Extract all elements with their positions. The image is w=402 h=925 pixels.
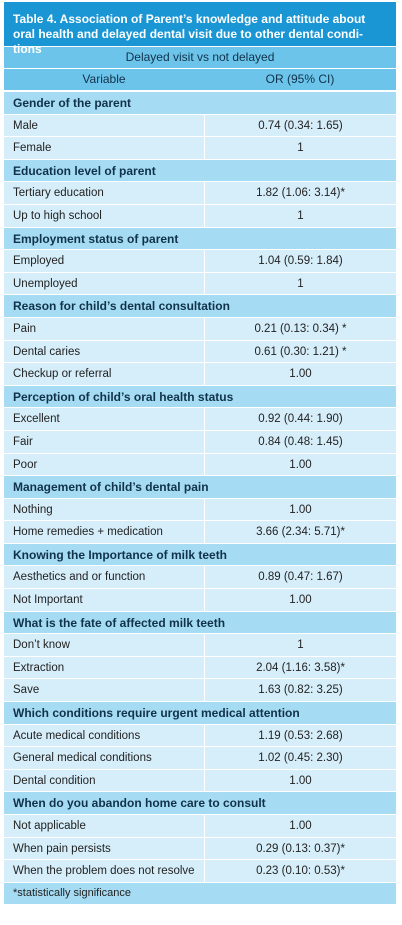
table-row <box>4 815 396 838</box>
row-value: 1.00 <box>204 363 396 385</box>
row-value: 1.63 (0.82: 3.25) <box>204 679 396 701</box>
section-header: Knowing the Importance of milk teeth <box>4 544 396 567</box>
row-label: Checkup or referral <box>13 368 112 381</box>
table-row <box>4 499 396 522</box>
row-label: Unemployed <box>13 277 78 290</box>
row-value: 1 <box>204 273 396 295</box>
row-label: Employed <box>13 255 65 268</box>
table-row <box>4 250 396 273</box>
table-row <box>4 454 396 477</box>
row-label: When the problem does not resolve <box>13 865 195 878</box>
row-value: 2.04 (1.16: 3.58)* <box>204 657 396 679</box>
section-header: Reason for child’s dental consultation <box>4 295 396 318</box>
table-row <box>4 679 396 702</box>
table-row <box>4 363 396 386</box>
section-header: Gender of the parent <box>4 92 396 115</box>
row-label: Female <box>13 142 52 155</box>
row-label: Nothing <box>13 503 53 516</box>
row-label: Poor <box>13 458 38 471</box>
section-header: Which conditions require urgent medical attention <box>4 702 396 725</box>
row-value: 1.00 <box>204 589 396 611</box>
row-label: Up to high school <box>13 209 102 222</box>
row-label: Tertiary education <box>13 187 104 200</box>
table-body <box>4 92 396 883</box>
row-label: Male <box>13 119 38 132</box>
row-value: 0.89 (0.47: 1.67) <box>204 566 396 588</box>
column-header-or: OR (95% CI) <box>265 72 335 86</box>
row-value: 0.74 (0.34: 1.65) <box>204 115 396 137</box>
row-value: 1 <box>204 634 396 656</box>
row-value: 1.00 <box>204 499 396 521</box>
table-row <box>4 589 396 612</box>
table-row <box>4 205 396 228</box>
table-row <box>4 137 396 160</box>
table-row <box>4 566 396 589</box>
row-value: 3.66 (2.34: 5.71)* <box>204 521 396 543</box>
table-row <box>4 747 396 770</box>
row-label: Don’t know <box>13 639 70 652</box>
row-label: Aesthetics and or function <box>13 571 146 584</box>
table-row <box>4 634 396 657</box>
table-row <box>4 408 396 431</box>
row-label: Acute medical conditions <box>13 729 141 742</box>
comparison-header: Delayed visit vs not delayed <box>4 46 396 68</box>
data-table <box>4 2 396 904</box>
table-row <box>4 273 396 296</box>
section-header: When do you abandon home care to consult <box>4 792 396 815</box>
table-row <box>4 341 396 364</box>
row-label: Not Important <box>13 594 83 607</box>
row-value: 0.23 (0.10: 0.53)* <box>204 860 396 882</box>
footnote: *statistically significance <box>4 883 396 904</box>
row-label: Not applicable <box>13 820 86 832</box>
table-row <box>4 182 396 205</box>
table-row <box>4 431 396 454</box>
table-row <box>4 838 396 861</box>
table-row <box>4 657 396 680</box>
section-header: Employment status of parent <box>4 228 396 251</box>
row-value: 1.00 <box>204 815 396 837</box>
row-label: Home remedies + medication <box>13 526 163 539</box>
row-value: 1.02 (0.45: 2.30) <box>204 747 396 769</box>
row-value: 1.00 <box>204 454 396 476</box>
row-label: Dental caries <box>13 345 81 358</box>
row-label: Fair <box>13 435 33 448</box>
row-value: 0.21 (0.13: 0.34) * <box>204 318 396 340</box>
column-header-variable: Variable <box>82 72 126 86</box>
row-label: Dental condition <box>13 774 96 787</box>
row-value: 0.61 (0.30: 1.21) * <box>204 341 396 363</box>
section-header: Management of child’s dental pain <box>4 476 396 499</box>
table-row <box>4 521 396 544</box>
table-row <box>4 770 396 793</box>
row-value: 0.92 (0.44: 1.90) <box>204 408 396 430</box>
table-row <box>4 725 396 748</box>
row-value: 1.19 (0.53: 2.68) <box>204 725 396 747</box>
row-label: Save <box>13 684 40 697</box>
column-header-row <box>4 68 396 92</box>
section-header: Education level of parent <box>4 160 396 183</box>
table-title: Table 4. Association of Parent’s knowledge and attitude about oral health and delayed dental visit due to other dental condi- tions <box>4 2 396 46</box>
row-label: Excellent <box>13 413 60 426</box>
row-value: 1 <box>204 137 396 159</box>
table-row <box>4 860 396 883</box>
row-label: General medical conditions <box>13 752 152 765</box>
row-label: Pain <box>13 322 37 335</box>
table-row <box>4 318 396 341</box>
table-row <box>4 115 396 138</box>
row-label: When pain persists <box>13 842 111 855</box>
row-value: 1.04 (0.59: 1.84) <box>204 250 396 272</box>
row-value: 0.29 (0.13: 0.37)* <box>204 838 396 860</box>
row-value: 1.82 (1.06: 3.14)* <box>204 182 396 204</box>
section-header: Perception of child’s oral health status <box>4 386 396 409</box>
row-label: Extraction <box>13 661 65 674</box>
section-header: What is the fate of affected milk teeth <box>4 612 396 635</box>
row-value: 1.00 <box>204 770 396 792</box>
row-value: 0.84 (0.48: 1.45) <box>204 431 396 453</box>
row-value: 1 <box>204 205 396 227</box>
